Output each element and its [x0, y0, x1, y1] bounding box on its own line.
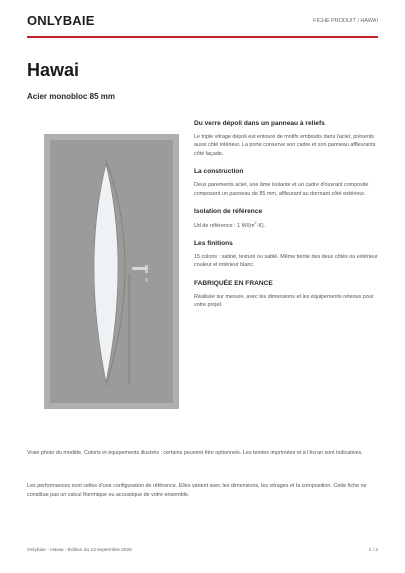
- section-glass: [194, 120, 378, 158]
- section-finishes: [194, 240, 378, 270]
- section-heading: Les finitions: [194, 240, 233, 248]
- insulation-unit-tail: ·K).: [256, 222, 266, 229]
- insulation-value-text: Ud de référence : 1 W/(m: [194, 222, 255, 229]
- product-title: Hawai: [27, 60, 80, 80]
- section-made-in-france: [194, 280, 378, 310]
- section-body: Réalisée sur mesure, avec les dimensions et les équipements retenus pour votre projet.: [194, 293, 374, 309]
- section-body: 15 coloris : satiné, texturé ou sablé. Même teinte des deux côtés ou extérieur couleur et intérieur blanc.: [194, 254, 378, 269]
- section-construction: [194, 168, 378, 198]
- section-heading: FABRIQUÉE EN FRANCE: [194, 279, 273, 287]
- section-heading: Isolation de référence: [194, 207, 263, 215]
- section-body: Le triple vitrage dépoli est entouré de motifs emboutis dans l'acier, présents aussi côté intérieur. La porte conserve son cadre et son panneau affleurants côté façade.: [194, 134, 376, 157]
- page-number: 1 / 2: [368, 548, 378, 553]
- photo-disclaimer: Vraie photo du modèle. Coloris et équipements illustrés : certains peuvent être optionnels. Les teintes imprimées et à l'écran sont indicatives.: [27, 450, 363, 456]
- section-heading: La construction: [194, 168, 244, 176]
- product-details: [194, 120, 378, 320]
- door-lock-cylinder: [146, 278, 148, 282]
- door-relief-groove: [129, 274, 130, 384]
- section-body: Deux parements acier, une âme isolante et un cadre d'ouvrant composite composent un panneau de 85 mm, affleurant au dormant côté extérieur.: [194, 182, 369, 197]
- product-subtitle: Acier monobloc 85 mm: [27, 92, 116, 101]
- section-insulation: [194, 208, 378, 230]
- header-rule: [27, 36, 378, 38]
- brand-logo: ONLYBAIE: [27, 13, 95, 28]
- footer-edition: Onlybaie - Hawai - Édition du 13 septembre 2026: [27, 548, 132, 553]
- document-type: FICHE PRODUIT / HAWAI: [313, 18, 378, 24]
- insulation-unit-exponent: 2: [254, 220, 257, 225]
- door-product-image: [44, 134, 179, 409]
- section-heading: Du verre dépoli dans un panneau à reliefs: [194, 120, 325, 127]
- section-body: [194, 221, 378, 230]
- performance-disclaimer: Les performances sont celles d'une configuration de référence. Elles varient avec les dimensions, les vitrages et la composition. Cette fiche ne constitue pas un calcul thermique ou acoustique de votre ensemble.: [27, 483, 367, 498]
- door-handle: [132, 267, 148, 270]
